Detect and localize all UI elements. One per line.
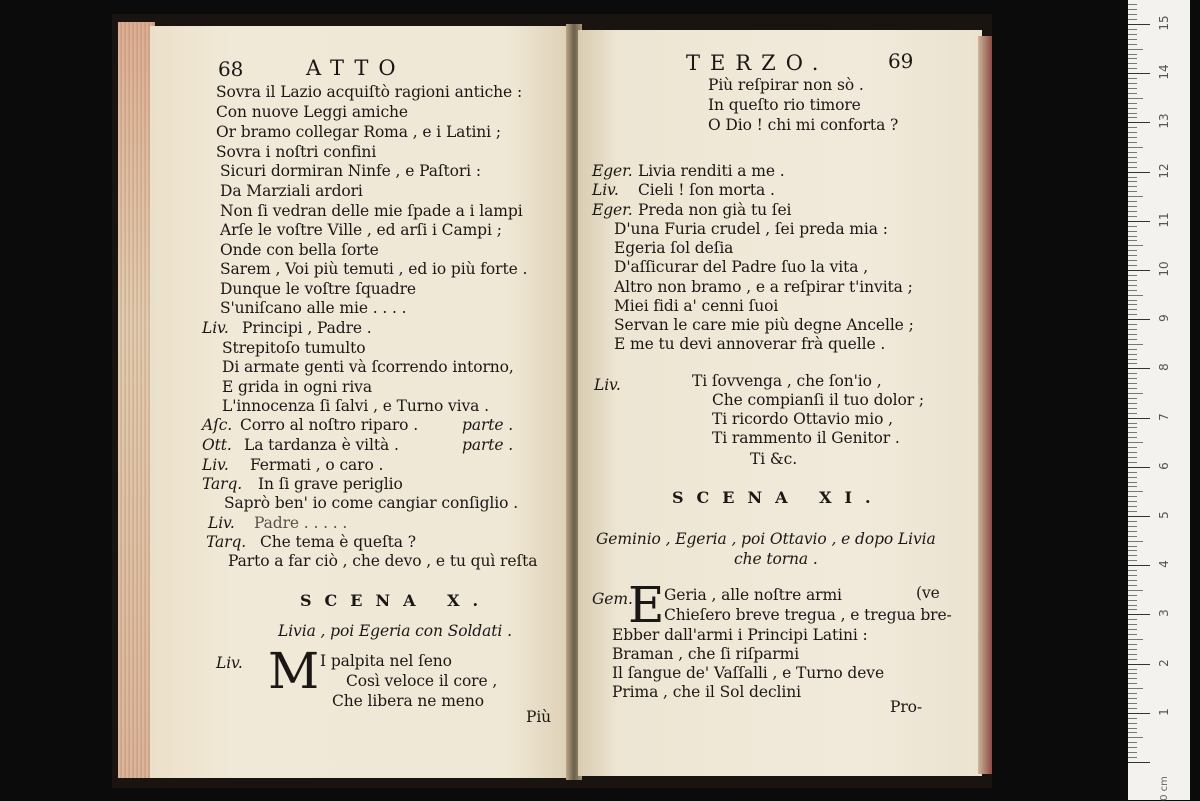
verse-line: Sicuri dormiran Ninfe , e Paſtori : xyxy=(220,162,481,180)
ruler-tick xyxy=(1128,157,1137,158)
verse-line: Parto a far ciò , che devo , e tu quì reſta xyxy=(228,552,538,570)
ruler-tick xyxy=(1128,181,1137,182)
ruler-tick xyxy=(1128,113,1137,114)
ruler-tick xyxy=(1128,506,1137,507)
aria-line: Ti rammento il Genitor . xyxy=(712,429,900,447)
ruler-tick xyxy=(1128,673,1137,674)
verse-line: D'aſſicurar del Padre ſuo la vita , xyxy=(614,258,869,276)
ruler-number: 7 xyxy=(1157,412,1171,421)
ruler-tick xyxy=(1128,491,1143,492)
speaker-label: Liv. xyxy=(592,181,619,199)
speaker-label: Eger. xyxy=(592,162,633,180)
stage-direction: parte . xyxy=(462,436,514,454)
ruler-tick xyxy=(1128,639,1143,640)
ruler-tick xyxy=(1128,300,1137,301)
verse-line: Chieſero breve tregua , e tregua bre- xyxy=(664,606,952,624)
ruler-number: 12 xyxy=(1157,162,1171,179)
catchword: Più xyxy=(526,708,552,726)
speaker-label: Gem. xyxy=(592,590,633,608)
ruler-tick xyxy=(1128,762,1150,763)
ruler-tick xyxy=(1128,600,1137,601)
verse-line: In queſto rio timore xyxy=(708,96,861,114)
verse-line: Padre . . . . . xyxy=(254,514,348,532)
turnover: (ve xyxy=(916,584,940,602)
page-number: 69 xyxy=(888,49,914,73)
ruler-tick xyxy=(1128,516,1150,517)
verse-line: Il ſangue de' Vaſſalli , e Turno deve xyxy=(612,664,885,682)
ruler-tick xyxy=(1128,388,1137,389)
ruler-tick xyxy=(1128,585,1137,586)
verse-line: Di armate genti và ſcorrendo intorno, xyxy=(222,358,514,376)
ruler-tick xyxy=(1128,531,1137,532)
ruler-tick xyxy=(1128,752,1137,753)
ruler-tick xyxy=(1128,442,1143,443)
ruler-tick xyxy=(1128,9,1137,10)
scene-cast: Geminio , Egeria , poi Ottavio , e dopo Livia xyxy=(596,530,936,548)
ruler-tick xyxy=(1128,664,1150,665)
ruler-tick xyxy=(1128,472,1137,473)
ruler-tick xyxy=(1128,260,1137,261)
ruler-number: 14 xyxy=(1157,64,1171,80)
ruler-tick xyxy=(1128,285,1137,286)
verse-line: La tardanza è viltà . xyxy=(244,436,399,454)
ruler-tick xyxy=(1128,398,1137,399)
scene-cast: che torna . xyxy=(734,550,818,568)
verse-line: Da Marziali ardori xyxy=(220,182,363,200)
ruler-tick xyxy=(1128,324,1137,325)
ruler-tick xyxy=(1128,83,1137,84)
ruler-tick xyxy=(1128,427,1137,428)
ruler-tick xyxy=(1128,127,1137,128)
ruler-number: 6 xyxy=(1157,461,1171,470)
ruler-tick xyxy=(1128,196,1143,197)
verse-line: Sarem , Voi più temuti , ed io più forte . xyxy=(220,260,528,278)
verse-line: Braman , che ſi riſparmi xyxy=(612,645,800,663)
verse-line: Egeria ſol deſia xyxy=(614,239,734,257)
ruler-tick xyxy=(1128,339,1137,340)
ruler-tick xyxy=(1128,634,1137,635)
ruler-tick xyxy=(1128,167,1137,168)
ruler-tick xyxy=(1128,152,1137,153)
ruler-tick xyxy=(1128,747,1137,748)
ruler-tick xyxy=(1128,73,1150,74)
verse-line: Livia renditi a me . xyxy=(638,162,785,180)
ruler-tick xyxy=(1128,309,1137,310)
aria-line: Ti &c. xyxy=(750,450,798,468)
ruler-tick xyxy=(1128,240,1137,241)
ruler-tick xyxy=(1128,290,1137,291)
verse-line: Sovra i noſtri confini xyxy=(216,143,377,161)
speaker-label: Liv. xyxy=(202,456,229,474)
ruler-tick xyxy=(1128,265,1137,266)
ruler-tick xyxy=(1128,172,1150,173)
ruler-tick xyxy=(1128,447,1137,448)
catchword: Pro- xyxy=(890,698,923,716)
verse-line: Corro al noſtro riparo . xyxy=(240,416,419,434)
speaker-label: Tarq. xyxy=(206,533,247,551)
ruler-tick xyxy=(1128,68,1137,69)
verse-line: Strepitoſo tumulto xyxy=(222,339,366,357)
ruler-tick xyxy=(1128,359,1137,360)
speaker-label: Liv. xyxy=(202,319,229,337)
ruler-tick xyxy=(1128,132,1137,133)
verse-line: Arſe le voſtre Ville , ed arſi i Campi ; xyxy=(220,221,502,239)
ruler-tick xyxy=(1128,206,1137,207)
ruler-tick xyxy=(1128,349,1137,350)
ruler-tick xyxy=(1128,319,1150,320)
running-head: TERZO. xyxy=(686,51,829,75)
ruler-tick xyxy=(1128,403,1137,404)
verse-line: I palpita nel ſeno xyxy=(320,652,452,670)
ruler-tick xyxy=(1128,437,1137,438)
verse-line: Con nuove Leggi amiche xyxy=(216,103,408,121)
verse-line: O Dio ! chi mi conforta ? xyxy=(708,116,899,134)
ruler-tick xyxy=(1128,683,1137,684)
ruler-tick xyxy=(1128,162,1137,163)
ruler-tick xyxy=(1128,216,1137,217)
ruler-tick xyxy=(1128,624,1137,625)
ruler-tick xyxy=(1128,177,1137,178)
ruler-tick xyxy=(1128,354,1137,355)
ruler-tick xyxy=(1128,550,1137,551)
verse-line: Dunque le voſtre ſquadre xyxy=(220,280,417,298)
ruler-tick xyxy=(1128,383,1137,384)
verse-line: E grida in ogni riva xyxy=(222,378,372,396)
ruler-tick xyxy=(1128,314,1137,315)
ruler-tick xyxy=(1128,570,1137,571)
ruler-tick xyxy=(1128,191,1137,192)
ruler-tick xyxy=(1128,541,1143,542)
ruler-tick xyxy=(1128,619,1137,620)
ruler-tick xyxy=(1128,29,1137,30)
ruler-tick xyxy=(1128,595,1137,596)
verse-line: Ebber dall'armi i Principi Latini : xyxy=(612,626,868,644)
ruler-number: 15 xyxy=(1157,15,1171,31)
ruler-tick xyxy=(1128,462,1137,463)
ruler-tick xyxy=(1128,728,1137,729)
verse-line: Che tema è queſta ? xyxy=(260,533,416,551)
ruler-tick xyxy=(1128,236,1137,237)
ruler-tick xyxy=(1128,482,1137,483)
ruler-tick xyxy=(1128,280,1137,281)
ruler-number: 5 xyxy=(1157,511,1171,519)
ruler-tick xyxy=(1128,737,1143,738)
ruler-tick xyxy=(1128,255,1137,256)
page-number: 68 xyxy=(218,57,244,81)
ruler-tick xyxy=(1128,78,1137,79)
aria-line: Che compianſi il tuo dolor ; xyxy=(712,391,924,409)
ruler-tick xyxy=(1128,295,1143,296)
ruler-number: 1 xyxy=(1157,707,1171,716)
ruler-tick xyxy=(1128,496,1137,497)
verse-line: E me tu devi annoverar frà quelle . xyxy=(614,335,886,353)
verse-line: Principi , Padre . xyxy=(242,319,372,337)
ruler-tick xyxy=(1128,93,1137,94)
verse-line: Servan le care mie più degne Ancelle ; xyxy=(614,316,914,334)
ruler-tick xyxy=(1128,605,1137,606)
ruler-tick xyxy=(1128,477,1137,478)
ruler-tick xyxy=(1128,629,1137,630)
verse-line: Cieli ! ſon morta . xyxy=(638,181,775,199)
speaker-label: Eger. xyxy=(592,201,633,219)
measuring-ruler xyxy=(1128,0,1190,800)
aria-line: Ti ſovvenga , che ſon'io , xyxy=(692,372,882,390)
ruler-tick xyxy=(1128,34,1137,35)
ruler-tick xyxy=(1128,511,1137,512)
ruler-number: 4 xyxy=(1157,560,1171,569)
verse-line: Che libera ne meno xyxy=(332,692,484,710)
ruler-tick xyxy=(1128,536,1137,537)
ruler-number: 3 xyxy=(1157,609,1171,618)
ruler-tick xyxy=(1128,334,1137,335)
ruler-tick xyxy=(1128,58,1137,59)
ruler-tick xyxy=(1128,614,1150,615)
verse-line: L'innocenza ſi ſalvi , e Turno viva . xyxy=(222,397,489,415)
ruler-tick xyxy=(1128,644,1137,645)
verse-line: Onde con bella ſorte xyxy=(220,241,379,259)
verse-line: Geria , alle noſtre armi xyxy=(664,586,842,604)
verse-line: Or bramo collegar Roma , e i Latini ; xyxy=(216,123,501,141)
ruler-number: 9 xyxy=(1157,314,1171,323)
verse-line: Altro non bramo , e a reſpirar t'invita ; xyxy=(614,278,913,296)
scene-heading: SCENA XI. xyxy=(672,488,884,507)
ruler-tick xyxy=(1128,678,1137,679)
ruler-tick xyxy=(1128,467,1150,468)
ruler-tick xyxy=(1128,137,1137,138)
ruler-tick xyxy=(1128,555,1137,556)
speaker-label: Liv. xyxy=(594,376,621,394)
ruler-tick xyxy=(1128,147,1143,148)
ruler-tick xyxy=(1128,669,1137,670)
verse-line: Non ſi vedran delle mie ſpade a i lampi xyxy=(220,202,523,220)
right-page xyxy=(578,30,982,776)
ruler-tick xyxy=(1128,423,1137,424)
book-right-edge xyxy=(978,36,992,774)
ruler-tick xyxy=(1128,457,1137,458)
verse-line: Miei fidi a' cenni ſuoi xyxy=(614,297,779,315)
ruler-tick xyxy=(1128,211,1137,212)
ruler-tick xyxy=(1128,304,1137,305)
ruler-tick xyxy=(1128,19,1137,20)
speaker-label: Liv. xyxy=(208,514,235,532)
ruler-tick xyxy=(1128,521,1137,522)
ruler-tick xyxy=(1128,49,1143,50)
ruler-tick xyxy=(1128,108,1137,109)
ruler-tick xyxy=(1128,501,1137,502)
ruler-tick xyxy=(1128,142,1137,143)
verse-line: Prima , che il Sol declini xyxy=(612,683,801,701)
drop-cap: M xyxy=(268,642,320,700)
left-page xyxy=(150,26,570,778)
ruler-tick xyxy=(1128,659,1137,660)
ruler-unit-label: 0 cm xyxy=(1158,776,1170,801)
ruler-tick xyxy=(1128,575,1137,576)
ruler-tick xyxy=(1128,432,1137,433)
ruler-tick xyxy=(1128,24,1150,25)
verse-line: Sovra il Lazio acquiſtò ragioni antiche : xyxy=(216,83,523,101)
aria-line: Ti ricordo Ottavio mio , xyxy=(712,410,894,428)
ruler-tick xyxy=(1128,329,1137,330)
ruler-tick xyxy=(1128,373,1137,374)
ruler-tick xyxy=(1128,54,1137,55)
ruler-tick xyxy=(1128,590,1143,591)
ruler-tick xyxy=(1128,368,1150,369)
verse-line: Saprò ben' io come cangiar conſiglio . xyxy=(224,494,519,512)
ruler-tick xyxy=(1128,250,1137,251)
ruler-tick xyxy=(1128,201,1137,202)
ruler-tick xyxy=(1128,703,1137,704)
scene-cast: Livia , poi Egeria con Soldati . xyxy=(278,622,512,640)
ruler-number: 8 xyxy=(1157,363,1171,372)
ruler-tick xyxy=(1128,757,1137,758)
ruler-tick xyxy=(1128,393,1143,394)
ruler-tick xyxy=(1128,226,1137,227)
ruler-tick xyxy=(1128,609,1137,610)
ruler-tick xyxy=(1128,693,1137,694)
ruler-tick xyxy=(1128,363,1137,364)
ruler-tick xyxy=(1128,122,1150,123)
ruler-tick xyxy=(1128,378,1137,379)
ruler-tick xyxy=(1128,408,1137,409)
ruler-tick xyxy=(1128,245,1143,246)
ruler-tick xyxy=(1128,14,1137,15)
verse-line: Preda non già tu ſei xyxy=(638,201,792,219)
speaker-label: Aſc. xyxy=(202,416,233,434)
ruler-tick xyxy=(1128,186,1137,187)
drop-cap: E xyxy=(628,576,665,634)
ruler-number: 13 xyxy=(1157,113,1171,130)
ruler-tick xyxy=(1128,713,1150,714)
ruler-tick xyxy=(1128,718,1137,719)
ruler-tick xyxy=(1128,698,1137,699)
ruler-tick xyxy=(1128,688,1143,689)
speaker-label: Liv. xyxy=(216,654,243,672)
ruler-tick xyxy=(1128,344,1143,345)
ruler-tick xyxy=(1128,526,1137,527)
ruler-tick xyxy=(1128,580,1137,581)
ruler-tick xyxy=(1128,560,1137,561)
ruler-tick xyxy=(1128,4,1137,5)
ruler-tick xyxy=(1128,103,1137,104)
ruler-tick xyxy=(1128,452,1137,453)
verse-line: Così veloce il core , xyxy=(346,672,498,690)
ruler-number: 11 xyxy=(1157,212,1171,228)
ruler-tick xyxy=(1128,565,1150,566)
ruler-tick xyxy=(1128,708,1137,709)
ruler-number: 10 xyxy=(1157,261,1171,277)
stage-direction: parte . xyxy=(462,416,514,434)
ruler-tick xyxy=(1128,723,1137,724)
ruler-tick xyxy=(1128,742,1137,743)
running-head: ATTO xyxy=(306,56,406,80)
ruler-tick xyxy=(1128,418,1150,419)
speaker-label: Ott. xyxy=(202,436,232,454)
ruler-tick xyxy=(1128,44,1137,45)
speaker-label: Tarq. xyxy=(202,475,243,493)
ruler-tick xyxy=(1128,117,1137,118)
verse-line: S'uniſcano alle mie . . . . xyxy=(220,299,407,317)
scene-heading: SCENA X. xyxy=(300,591,492,610)
ruler-tick xyxy=(1128,221,1150,222)
ruler-tick xyxy=(1128,275,1137,276)
ruler-tick xyxy=(1128,732,1137,733)
ruler-tick xyxy=(1128,63,1137,64)
ruler-tick xyxy=(1128,486,1137,487)
ruler-tick xyxy=(1128,98,1143,99)
ruler-tick xyxy=(1128,88,1137,89)
ruler-tick xyxy=(1128,270,1150,271)
verse-line: Fermati , o caro . xyxy=(250,456,384,474)
verse-line: D'una Furia crudel , ſei preda mia : xyxy=(614,220,888,238)
ruler-tick xyxy=(1128,413,1137,414)
ruler-tick xyxy=(1128,546,1137,547)
ruler-tick xyxy=(1128,231,1137,232)
ruler-tick xyxy=(1128,649,1137,650)
verse-line: Più reſpirar non sò . xyxy=(708,76,864,94)
verse-line: In ſi grave periglio xyxy=(258,475,403,493)
ruler-tick xyxy=(1128,39,1137,40)
ruler-number: 2 xyxy=(1157,658,1171,667)
ruler-tick xyxy=(1128,654,1137,655)
